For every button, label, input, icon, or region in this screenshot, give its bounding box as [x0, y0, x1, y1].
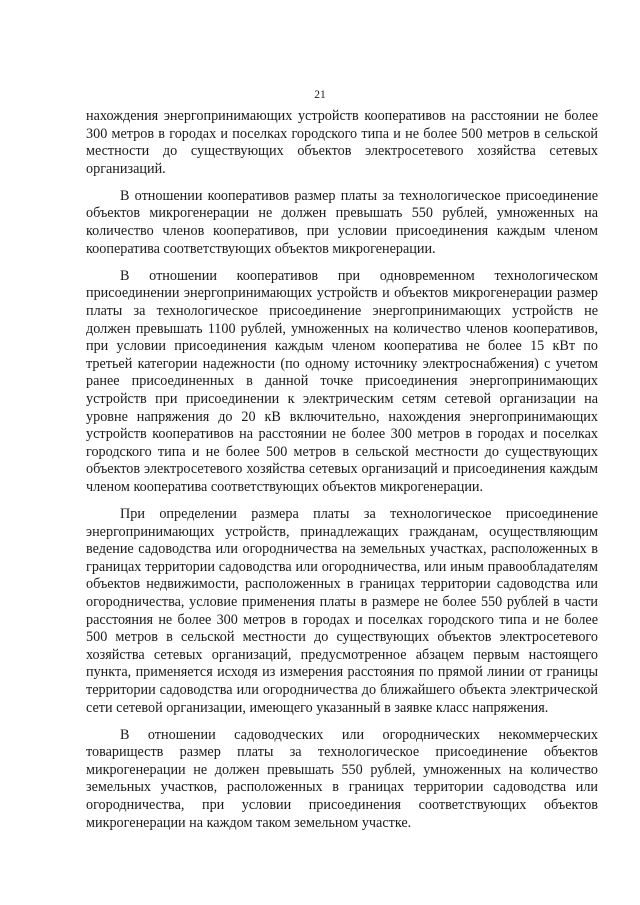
document-body	[86, 108, 598, 842]
paragraph-cooperatives-simultaneous-connection: В отношении кооперативов при одновременном технологическом присоединении энергопринимающих устройств и объектов микрогенерации размер платы за технологическое присоединение энергопринимающих устройств не должен превышать 1100 рублей, умноженных на количество членов кооперативов, при условии присоединения каждым членом кооператива не более 15 кВт по третьей категории надежности (по одному источнику электроснабжения) с учетом ранее присоединенных в данной точке присоединения энергопринимающих устройств при присоединении к электрическим сетям сетевой организации на уровне напряжения до 20 кВ включительно, нахождения энергопринимающих устройств кооперативов на расстоянии не более 300 метров в городах и поселках городского типа и не более 500 метров в сельской местности до существующих объектов электросетевого хозяйства сетевых организаций и присоединения каждым членом кооператива соответствующих объектов микрогенерации.	[86, 267, 598, 495]
paragraph-fee-determination: При определении размера платы за технологическое присоединение энергопринимающих устройств, принадлежащих гражданам, осуществляющим ведение садоводства или огородничества на земельных участках, расположенных в границах территории садоводства или огородничества, или иным правообладателям объектов недвижимости, расположенных в границах территории садоводства или огородничества, условие применения платы в размере не более 550 рублей в части расстояния не более 300 метров в городах и поселках городского типа и не более 500 метров в сельской местности до существующих объектов электросетевого хозяйства сетевых организаций, предусмотренное абзацем первым настоящего пункта, применяется исходя из измерения расстояния по прямой линии от границы территории садоводства или огородничества до ближайшего объекта электрической сети сетевой организации, имеющего указанный в заявке класс напряжения.	[86, 505, 598, 716]
paragraph-gardening-partnerships: В отношении садоводческих или огороднических некоммерческих товариществ размер платы за технологическое присоединение объектов микрогенерации не должен превышать 550 рублей, умноженных на количество земельных участков, расположенных в границах территории садоводства или огородничества, при условии присоединения соответствующих объектов микрогенерации на каждом таком земельном участке.	[86, 726, 598, 831]
paragraph-cooperatives-microgeneration: В отношении кооперативов размер платы за технологическое присоединение объектов микрогенерации не должен превышать 550 рублей, умноженных на количество членов кооперативов, при условии присоединения каждым членом кооператива соответствующих объектов микрогенерации.	[86, 187, 598, 257]
page-number: 21	[314, 89, 326, 101]
paragraph-continuation: нахождения энергопринимающих устройств кооперативов на расстоянии не более 300 метров в городах и поселках городского типа и не более 500 метров в сельской местности до существующих объектов электросетевого хозяйства сетевых организаций.	[86, 108, 598, 177]
